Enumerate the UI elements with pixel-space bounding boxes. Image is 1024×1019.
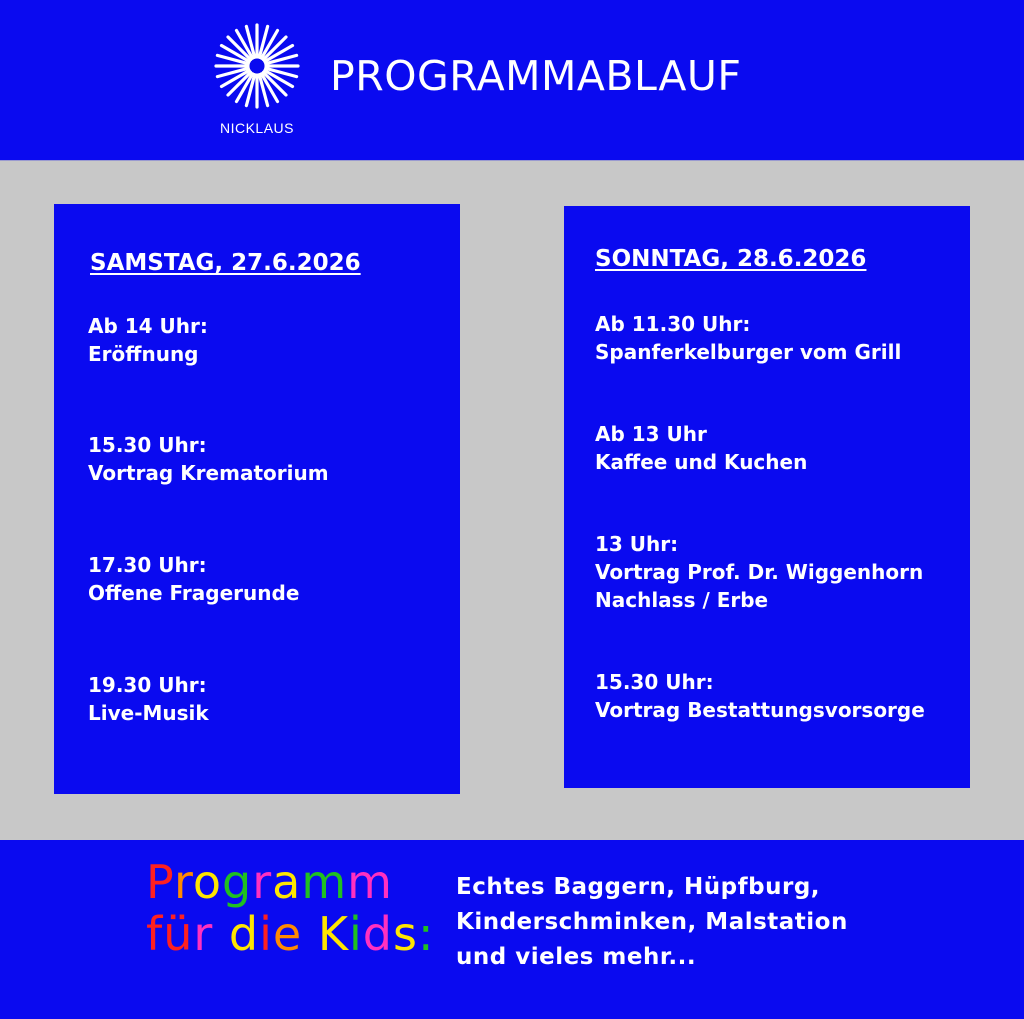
kids-title-letter: d [228,907,260,961]
event-time: Ab 13 Uhr [595,422,707,446]
event-time: Ab 11.30 Uhr: [595,312,751,336]
kids-title-letter: r [252,855,273,909]
kids-title-letter: s [392,907,418,961]
saturday-panel [54,204,460,794]
kids-title-line2 [146,908,434,960]
event-time: 19.30 Uhr: [88,673,207,697]
event-label: Vortrag Bestattungsvorsorge [595,698,925,722]
kids-title-letter: g [222,855,253,909]
saturday-event [88,312,208,368]
event-label: Kaffee und Kuchen [595,450,808,474]
kids-activities [456,870,848,975]
event-label: Eröffnung [88,342,199,366]
kids-title-letter: e [272,907,303,961]
kids-title-letter: P [146,855,174,909]
saturday-title: SAMSTAG, 27.6.2026 [90,250,361,276]
sunday-event [595,530,923,614]
kids-title-letter: i [259,907,273,961]
header-banner [0,0,1024,161]
kids-title-letter [213,907,229,961]
event-label: Spanferkelburger vom Grill [595,340,902,364]
sunburst-logo-icon [213,22,301,110]
sunday-title: SONNTAG, 28.6.2026 [595,246,867,272]
kids-title-line1 [146,856,434,908]
saturday-event [88,671,209,727]
event-label: Live-Musik [88,701,209,725]
event-time: 15.30 Uhr: [595,670,714,694]
kids-title-letter: m [347,855,393,909]
kids-activities-line: und vieles mehr... [456,944,697,970]
kids-footer [0,840,1024,1019]
kids-title-letter: m [301,855,348,909]
kids-title-letter: f [146,907,164,961]
kids-program-title [146,856,434,960]
kids-title-letter: a [272,855,302,909]
saturday-event [88,551,299,607]
event-label-extra: Nachlass / Erbe [595,588,769,612]
saturday-event [88,431,329,487]
kids-activities-line: Kinderschminken, Malstation [456,909,848,935]
kids-title-letter [302,907,318,961]
kids-title-letter: r [173,855,193,909]
kids-title-letter: : [417,907,435,961]
event-time: Ab 14 Uhr: [88,314,208,338]
kids-title-letter: r [193,907,214,961]
page-title: PROGRAMMABLAUF [330,52,742,100]
event-time: 17.30 Uhr: [88,553,207,577]
event-label: Vortrag Krematorium [88,461,329,485]
event-time: 15.30 Uhr: [88,433,207,457]
kids-title-letter: ü [163,907,194,961]
kids-title-letter: K [317,907,349,961]
kids-title-letter: o [192,855,222,909]
sunday-event [595,668,925,724]
event-label: Vortrag Prof. Dr. Wiggenhorn [595,560,924,584]
sunday-panel [564,206,970,788]
sunday-event [595,310,901,366]
kids-title-letter: i [349,907,363,961]
brand-name: NICKLAUS [219,120,295,136]
event-time: 13 Uhr: [595,532,679,556]
event-label: Offene Fragerunde [88,581,300,605]
kids-title-letter: d [362,907,393,961]
sunday-event [595,420,807,476]
kids-activities-line: Echtes Baggern, Hüpfburg, [456,874,821,900]
